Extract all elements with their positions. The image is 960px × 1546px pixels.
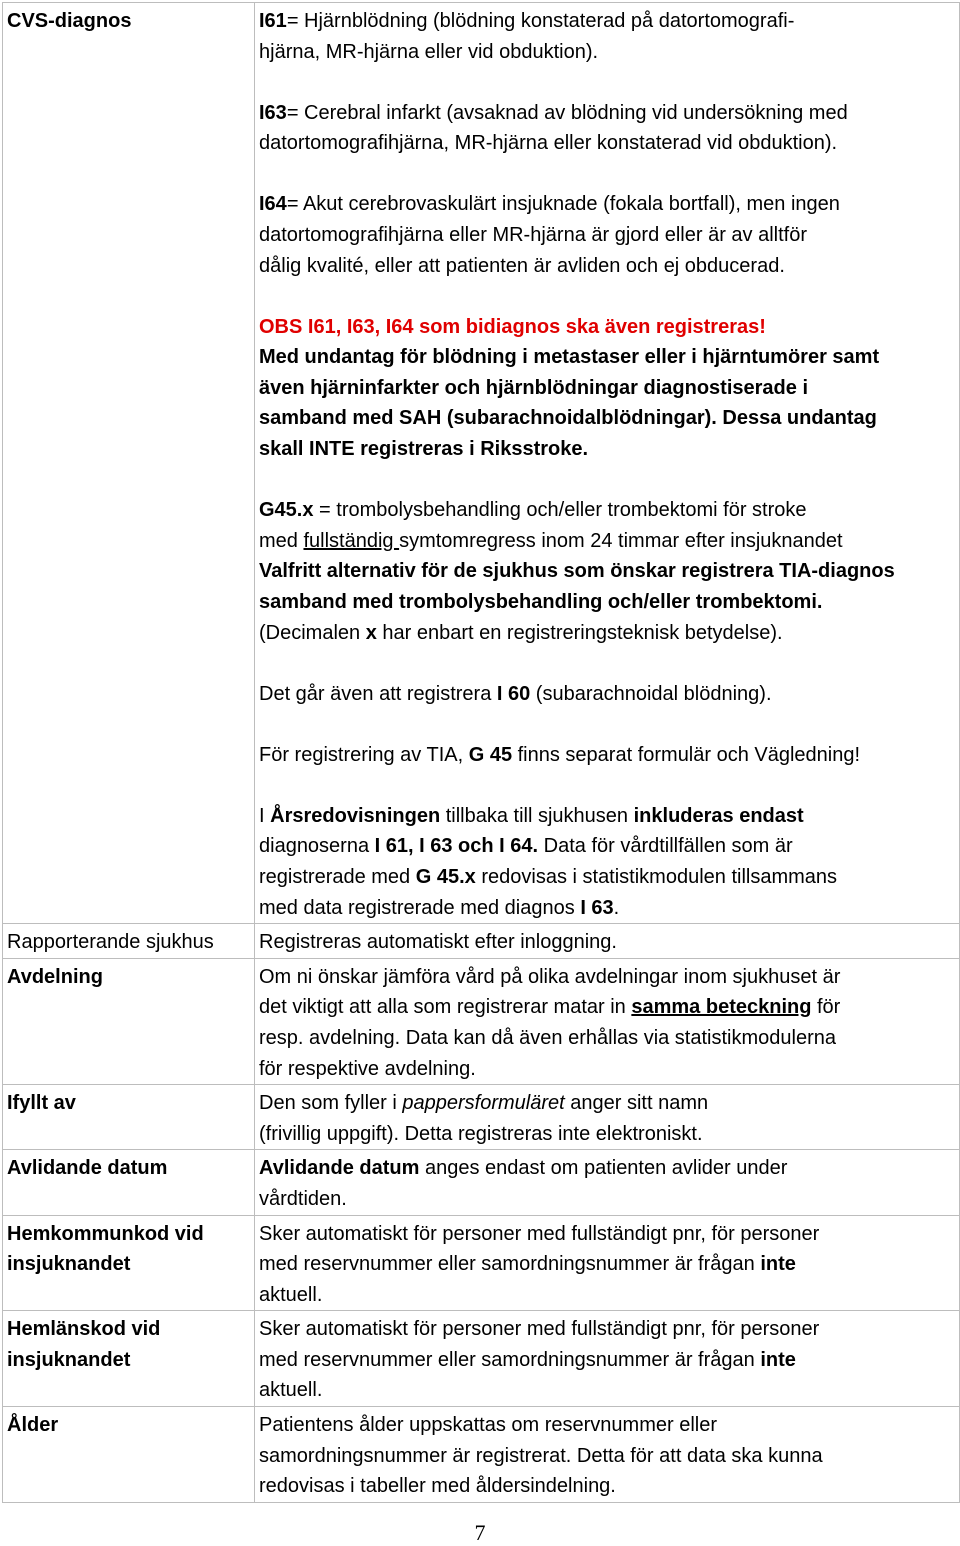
description-paragraph	[259, 801, 959, 923]
text-run: resp. avdelning. Data kan då även erhållas via statistikmodulerna	[259, 1026, 836, 1049]
paragraph-gap	[259, 465, 959, 496]
text-run: Registreras automatiskt efter inloggning.	[259, 931, 617, 954]
field-description	[255, 1150, 959, 1214]
text-run: registrerade med	[259, 865, 416, 888]
emphasized-text: inte	[760, 1253, 796, 1276]
text-run: (frivillig uppgift). Detta registreras inte elektroniskt.	[259, 1122, 703, 1145]
text-run: för	[811, 996, 841, 1019]
paragraph-gap	[259, 159, 959, 190]
field-label: Avlidande datum	[7, 1157, 168, 1180]
text-run: datortomografihjärna, MR-hjärna eller konstaterad vid obduktion).	[259, 132, 838, 155]
text-run: symtomregress inom 24 timmar efter insjuknandet	[399, 529, 843, 552]
text-run: för respektive avdelning.	[259, 1057, 476, 1080]
text-run: (subarachnoidal blödning).	[530, 682, 772, 705]
text-run: det viktigt att alla som registrerar matar in	[259, 996, 632, 1019]
description-paragraph	[259, 740, 959, 771]
description-paragraph	[259, 1219, 959, 1311]
field-label-cell	[3, 958, 255, 1084]
emphasized-text: I63	[259, 101, 287, 124]
text-run: datortomografihjärna eller MR-hjärna är gjord eller är av alltför	[259, 223, 808, 246]
text-run: dålig kvalité, eller att patienten är avliden och ej obducerad.	[259, 254, 785, 277]
row-avdelning	[3, 958, 960, 1084]
description-paragraph	[259, 927, 959, 958]
text-run: har enbart en registreringsteknisk betydelse).	[376, 621, 783, 644]
text-run: = Cerebral infarkt (avsaknad av blödning vid undersökning med	[286, 101, 848, 124]
text-run: samordningsnummer är registrerat. Detta för att data ska kunna	[259, 1444, 823, 1467]
text-run: (Decimalen	[259, 621, 366, 644]
field-description	[255, 1311, 959, 1406]
text-run: med reservnummer eller samordningsnummer är frågan	[259, 1348, 761, 1371]
description-paragraph	[259, 189, 959, 281]
emphasized-text: I 63	[580, 896, 614, 919]
paragraph-gap	[259, 67, 959, 98]
emphasized-text: inte	[760, 1348, 796, 1371]
field-description-cell	[255, 1407, 960, 1503]
emphasized-text: G 45.x	[415, 865, 476, 888]
description-paragraph	[259, 679, 959, 710]
text-run: hjärna, MR-hjärna eller vid obduktion).	[259, 40, 599, 63]
text-run: anges endast om patienten avlider under	[419, 1157, 788, 1180]
field-label: Ifyllt av	[7, 1092, 76, 1115]
field-label-cell	[3, 3, 255, 924]
text-run: Sker automatiskt för personer med fullständigt pnr, för personer	[259, 1318, 820, 1341]
emphasized-text: Avlidande datum	[259, 1157, 420, 1180]
field-label: Ålder	[7, 1414, 59, 1437]
field-description	[255, 1085, 959, 1149]
field-label: Avdelning	[7, 965, 103, 988]
text-run: diagnoserna	[259, 835, 375, 858]
field-description	[255, 924, 959, 958]
field-label-cell	[3, 1085, 255, 1150]
field-label: CVS-diagnos	[7, 10, 132, 32]
row-alder	[3, 1407, 960, 1503]
text-run: = Hjärnblödning (blödning konstaterad på datortomografi-	[286, 10, 795, 32]
text-run: .	[613, 896, 620, 919]
emphasized-text: G 45	[468, 743, 513, 766]
field-description-cell	[255, 1085, 960, 1150]
description-paragraph	[259, 1153, 959, 1214]
text-run: med reservnummer eller samordningsnummer är frågan	[259, 1253, 761, 1276]
text-run: vårdtiden.	[259, 1187, 347, 1210]
paragraph-gap	[259, 281, 959, 312]
emphasized-text: skall INTE registreras i Riksstroke.	[259, 438, 589, 461]
field-description-cell	[255, 1215, 960, 1311]
row-rapporterande-sjukhus	[3, 924, 960, 959]
description-paragraph	[259, 1410, 959, 1502]
text-run: anger sitt namn	[564, 1092, 709, 1115]
guidance-table-body	[3, 3, 960, 1503]
emphasized-text: OBS I61, I63, I64 som bidiagnos ska även registreras!	[259, 315, 766, 338]
text-run: Data för vårdtillfällen som är	[538, 835, 793, 858]
emphasized-text: inkluderas endast	[633, 804, 804, 827]
description-paragraph	[259, 1314, 959, 1406]
field-label: Rapporterande sjukhus	[7, 931, 214, 954]
row-hemkommunkod-vid-insjuknandet	[3, 1215, 960, 1311]
row-hemlanskod-vid-insjuknandet	[3, 1311, 960, 1407]
field-description	[255, 3, 959, 923]
text-run: = Akut cerebrovaskulärt insjuknade (fokala bortfall), men ingen	[286, 193, 840, 216]
emphasized-text: I61	[259, 10, 287, 32]
emphasized-text: Med undantag för blödning i metastaser eller i hjärntumörer samt	[259, 346, 880, 369]
text-run: med	[259, 529, 304, 552]
text-run: = trombolysbehandling och/eller trombektomi för stroke	[313, 499, 807, 522]
text-run: Det går även att registrera	[259, 682, 497, 705]
description-paragraph	[259, 6, 959, 67]
emphasized-text: I64	[259, 193, 287, 216]
emphasized-text: x	[365, 621, 377, 644]
field-label: Hemlänskod vid insjuknandet	[7, 1318, 161, 1371]
description-paragraph	[259, 495, 959, 648]
field-label-cell	[3, 1407, 255, 1503]
field-description-cell	[255, 1150, 960, 1215]
emphasized-text: pappersformuläret	[402, 1092, 565, 1115]
text-run: aktuell.	[259, 1379, 323, 1402]
field-description-cell	[255, 958, 960, 1084]
emphasized-text: I 60	[496, 682, 531, 705]
text-run: Patientens ålder uppskattas om reservnummer eller	[259, 1414, 717, 1437]
guidance-table	[2, 2, 960, 1503]
text-run: Den som fyller i	[259, 1092, 403, 1115]
text-run: I	[259, 804, 271, 827]
text-run: Sker automatiskt för personer med fullständigt pnr, för personer	[259, 1222, 820, 1245]
text-run: redovisas i tabeller med åldersindelning.	[259, 1475, 616, 1498]
text-run: aktuell.	[259, 1283, 323, 1306]
description-paragraph	[259, 312, 959, 465]
paragraph-gap	[259, 709, 959, 740]
row-cvs-diagnos	[3, 3, 960, 924]
field-description-cell	[255, 3, 960, 924]
field-description	[255, 959, 959, 1084]
paragraph-gap	[259, 648, 959, 679]
paragraph-gap	[259, 770, 959, 801]
text-run: med data registrerade med diagnos	[259, 896, 581, 919]
emphasized-text: samma beteckning	[631, 996, 812, 1019]
emphasized-text: Årsredovisningen	[270, 804, 441, 827]
emphasized-text: Valfritt alternativ för de sjukhus som önskar registrera TIA-diagnos	[259, 560, 895, 583]
text-run: Om ni önskar jämföra vård på olika avdelningar inom sjukhuset är	[259, 965, 841, 988]
field-description-cell	[255, 1311, 960, 1407]
emphasized-text: samband med SAH (subarachnoidalblödningar). Dessa undantag	[259, 407, 877, 430]
text-run: redovisas i statistikmodulen tillsammans	[475, 865, 838, 888]
field-description	[255, 1216, 959, 1311]
description-paragraph	[259, 98, 959, 159]
emphasized-text: fullständig	[303, 529, 400, 552]
emphasized-text: samband med trombolysbehandling och/eller trombektomi.	[259, 590, 823, 613]
field-label-cell	[3, 1215, 255, 1311]
row-avlidande-datum	[3, 1150, 960, 1215]
text-run: tillbaka till sjukhusen	[440, 804, 634, 827]
page-number: 7	[474, 1520, 486, 1545]
field-label-cell	[3, 1311, 255, 1407]
description-paragraph	[259, 1088, 959, 1149]
field-label-cell	[3, 1150, 255, 1215]
description-paragraph	[259, 962, 959, 1084]
field-description-cell	[255, 924, 960, 959]
emphasized-text: även hjärninfarkter och hjärnblödningar diagnostiserade i	[259, 376, 809, 399]
text-run: För registrering av TIA,	[259, 743, 469, 766]
emphasized-text: I 61, I 63 och I 64.	[374, 835, 539, 858]
emphasized-text: G45.x	[259, 499, 314, 522]
field-label: Hemkommunkod vid insjuknandet	[7, 1222, 204, 1276]
row-ifyllt-av	[3, 1085, 960, 1150]
field-description	[255, 1407, 959, 1502]
field-label-cell	[3, 924, 255, 959]
text-run: finns separat formulär och Vägledning!	[512, 743, 861, 766]
